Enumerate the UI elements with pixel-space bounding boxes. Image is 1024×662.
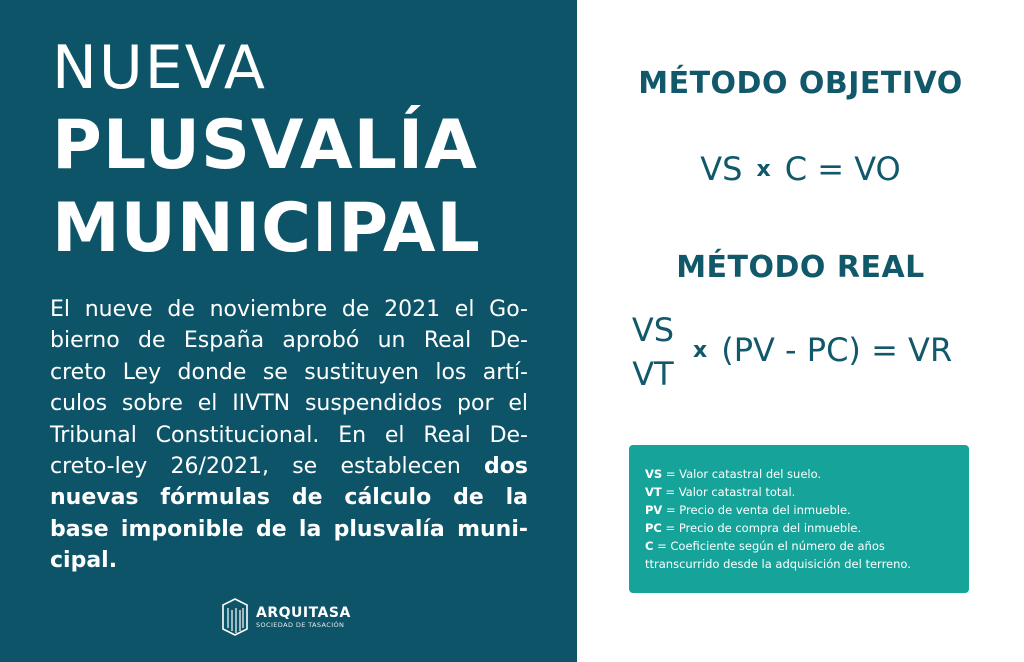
legend-abbr: PV	[645, 503, 663, 517]
multiply-operator: x	[756, 157, 771, 182]
building-logo-icon	[222, 598, 248, 636]
title-line-3: MUNICIPAL	[52, 189, 481, 268]
legend-abbr: VS	[645, 467, 663, 481]
logo-subtitle: SOCIEDAD DE TASACIÓN	[256, 620, 345, 629]
legend-abbr: C	[645, 539, 654, 553]
body-line-bold: nuevas fórmulas de cálculo de la	[50, 485, 528, 511]
body-line-bold: cipal.	[50, 548, 118, 574]
body-line-normal: creto-ley 26/2021, se establecen	[50, 454, 485, 480]
title-line-1: NUEVA	[52, 33, 267, 103]
legend-abbr: PC	[645, 521, 662, 535]
legend-continuation: ttranscurrido desde la adquisición del terreno.	[645, 557, 911, 571]
legend-item	[645, 465, 955, 483]
legend-abbr: VT	[645, 485, 662, 499]
legend-text: = Precio de compra del inmueble.	[661, 521, 862, 535]
method-objective-heading: MÉTODO OBJETIVO	[638, 66, 963, 101]
formula-term: VS	[700, 150, 743, 188]
body-line-bold: base imponible de la plusvalía muni-	[50, 516, 528, 542]
body-line: El nueve de noviembre de 2021 el Go-	[50, 297, 528, 322]
formula-real	[693, 331, 952, 369]
body-line: culos sobre el IIVTN suspendidos por el	[50, 391, 528, 417]
legend-text: = Precio de venta del inmueble.	[662, 503, 851, 517]
legend-text: = Coeficiente según el número de años	[653, 539, 885, 553]
logo-text	[256, 605, 351, 630]
multiply-operator: x	[693, 338, 708, 363]
title-line-2: PLUSVALÍA	[52, 106, 478, 185]
body-line	[50, 451, 528, 482]
body-line-bold: dos	[484, 454, 528, 480]
legend-item	[645, 483, 955, 501]
body-line: Tribunal Constitucional. En el Real De-	[50, 422, 528, 448]
body-paragraph	[50, 294, 528, 577]
formula-term: C = VO	[784, 150, 901, 188]
formula-fraction	[629, 308, 677, 396]
fraction-denominator: VT	[632, 355, 674, 393]
legend-text: = Valor catastral del suelo.	[662, 467, 822, 481]
formula-term: (PV - PC) = VR	[721, 331, 953, 369]
legend-item	[645, 501, 955, 519]
legend-item	[645, 537, 955, 555]
body-line: bierno de España aprobó un Real De-	[50, 328, 528, 354]
legend-item	[645, 519, 955, 537]
body-line: creto Ley donde se sustituyen los artí-	[50, 359, 528, 385]
method-real-heading: MÉTODO REAL	[676, 250, 925, 285]
formula-objective	[577, 150, 1024, 188]
fraction-numerator: VS	[631, 311, 675, 349]
right-panel	[577, 0, 1024, 662]
logo-name: ARQUITASA	[256, 604, 351, 621]
legend-box	[629, 445, 969, 593]
legend-text: = Valor catastral total.	[661, 485, 796, 499]
company-logo	[222, 598, 351, 636]
